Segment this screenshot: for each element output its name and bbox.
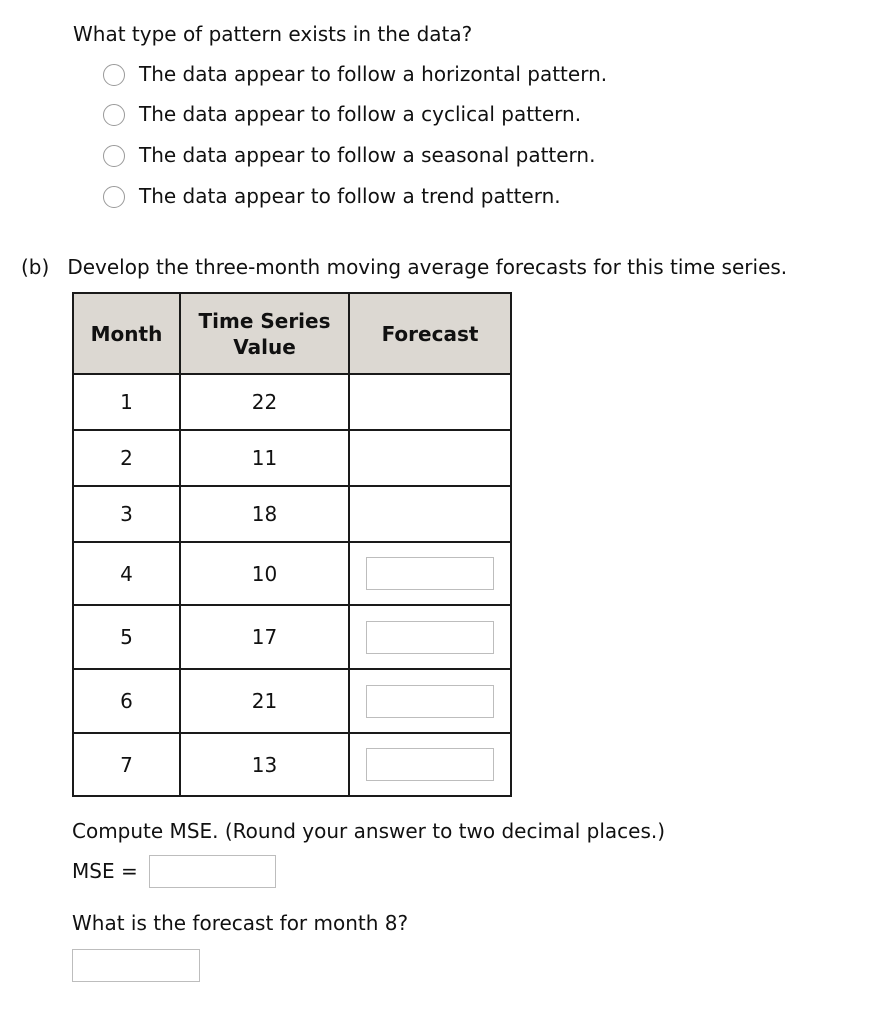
time-series-table [72,292,512,797]
table-row [73,669,511,733]
table-header-row [73,293,511,374]
value-cell: 13 [180,733,349,796]
table-row [73,430,511,486]
pattern-question: What type of pattern exists in the data? [73,22,473,46]
month8-question: What is the forecast for month 8? [72,911,409,935]
value-cell: 21 [180,669,349,733]
month-cell: 6 [73,669,180,733]
radio-horizontal[interactable] [103,64,125,86]
header-month: Month [73,293,180,374]
table-row [73,542,511,605]
forecast-cell [349,733,511,796]
table-row [73,486,511,542]
forecast-cell [349,669,511,733]
month-cell: 2 [73,430,180,486]
radio-trend[interactable] [103,186,125,208]
header-time-series-value: Time Series Value [180,293,349,374]
month-cell: 5 [73,605,180,669]
forecast-input[interactable] [366,621,494,654]
table-row [73,605,511,669]
header-forecast: Forecast [349,293,511,374]
part-b-heading [21,255,787,279]
value-cell: 18 [180,486,349,542]
mse-label: MSE = [72,859,138,883]
forecast-cell [349,430,511,486]
radio-seasonal[interactable] [103,145,125,167]
forecast-input[interactable] [366,557,494,590]
forecast-input[interactable] [366,685,494,718]
part-b-instruction: Develop the three-month moving average forecasts for this time series. [67,255,788,279]
mse-question: Compute MSE. (Round your answer to two decimal places.) [72,819,666,843]
table-row [73,374,511,430]
table-row [73,733,511,796]
value-cell: 22 [180,374,349,430]
month-cell: 3 [73,486,180,542]
table-body [73,374,511,796]
part-b-label: (b) [21,255,50,279]
month8-forecast-input[interactable] [72,949,200,982]
forecast-cell [349,486,511,542]
month-cell: 4 [73,542,180,605]
forecast-cell [349,605,511,669]
radio-cyclical[interactable] [103,104,125,126]
mse-input[interactable] [149,855,276,888]
month-cell: 7 [73,733,180,796]
month-cell: 1 [73,374,180,430]
forecast-input[interactable] [366,748,494,781]
option-trend-label: The data appear to follow a trend pattern. [139,184,561,208]
value-cell: 17 [180,605,349,669]
forecast-cell [349,542,511,605]
option-cyclical-label: The data appear to follow a cyclical pattern. [139,102,582,126]
value-cell: 11 [180,430,349,486]
option-seasonal-label: The data appear to follow a seasonal pattern. [139,143,596,167]
value-cell: 10 [180,542,349,605]
option-horizontal-label: The data appear to follow a horizontal pattern. [139,62,608,86]
forecast-cell [349,374,511,430]
